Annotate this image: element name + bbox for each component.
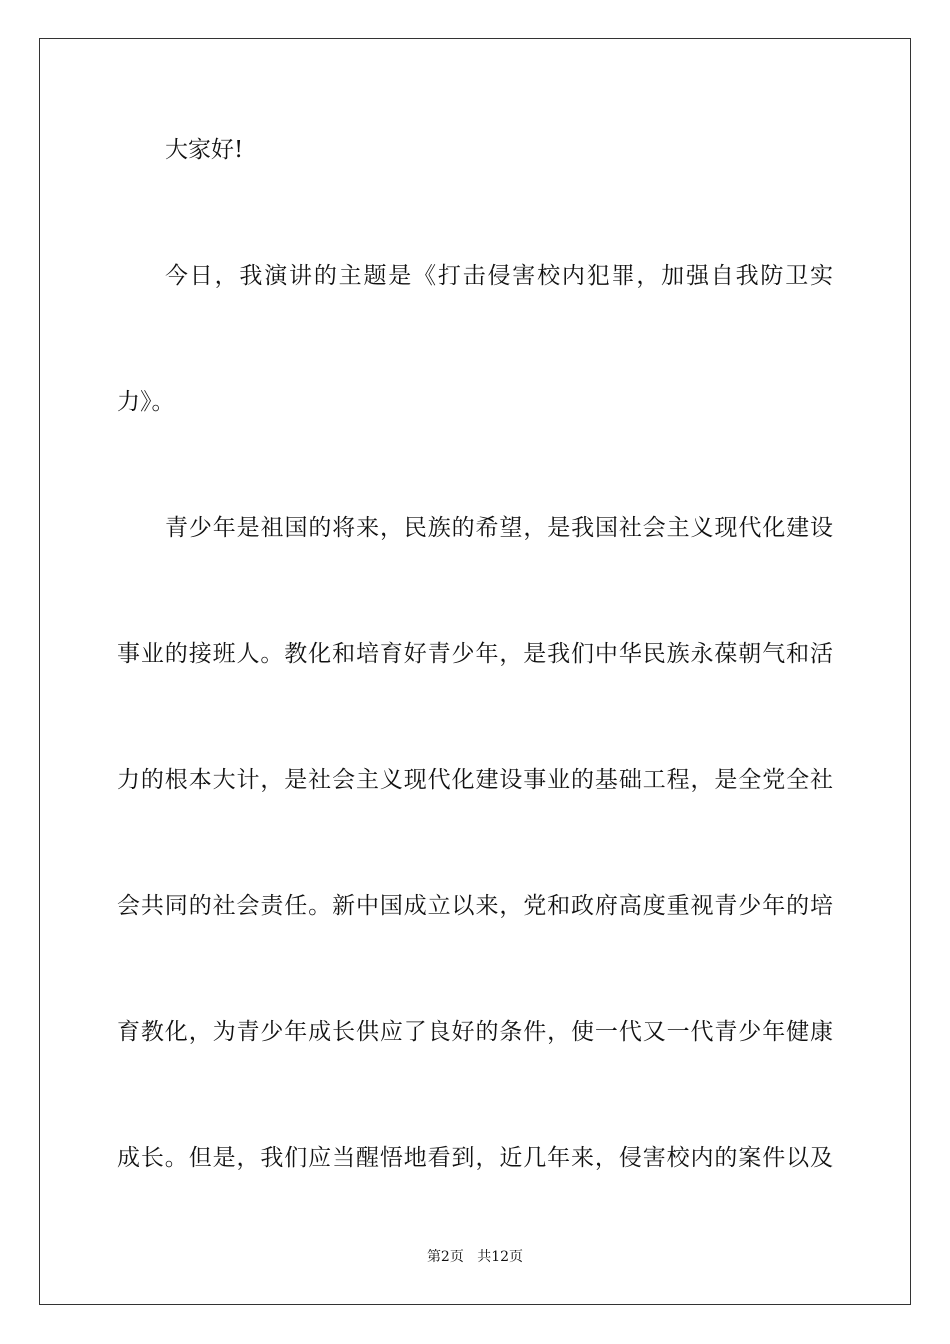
paragraph-2-line-3: 力的根本大计，是社会主义现代化建设事业的基础工程，是全党全社 [117,767,833,793]
page-total: 共12页 [477,1249,524,1265]
paragraph-2-line-4: 会共同的社会责任。新中国成立以来，党和政府高度重视青少年的培 [117,893,833,919]
paragraph-2-line-1: 青少年是祖国的将来，民族的希望，是我国社会主义现代化建设 [165,515,833,541]
page-border [39,38,911,1305]
paragraph-2-line-5: 育教化，为青少年成长供应了良好的条件，使一代又一代青少年健康 [117,1019,833,1045]
page-number: 第2页 [426,1249,464,1265]
paragraph-1-line-1: 今日，我演讲的主题是《打击侵害校内犯罪，加强自我防卫实 [165,263,833,289]
paragraph-2-line-2: 事业的接班人。教化和培育好青少年，是我们中华民族永葆朝气和活 [117,641,833,667]
paragraph-1-line-2: 力》。 [117,389,175,415]
paragraph-2-line-6: 成长。但是，我们应当醒悟地看到，近几年来，侵害校内的案件以及 [117,1145,833,1171]
greeting-line: 大家好! [165,137,244,163]
page-footer [0,1248,950,1266]
